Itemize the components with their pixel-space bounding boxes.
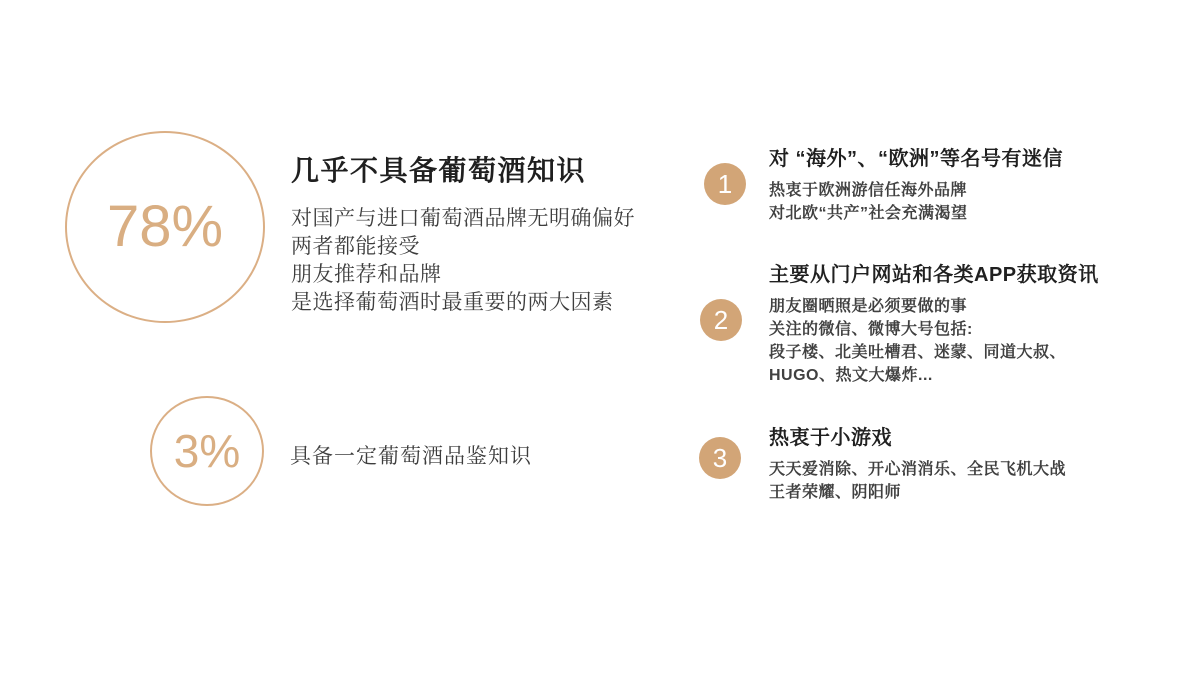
item-1-description	[769, 179, 1169, 225]
stat-78-line: 朋友推荐和品牌	[291, 263, 442, 286]
stat-3-label: 具备一定葡萄酒品鉴知识	[290, 445, 532, 468]
item-1-number: 1	[717, 168, 733, 199]
item-3-line: 王者荣耀、阴阳师	[769, 484, 902, 501]
item-1-number-badge	[704, 163, 746, 205]
item-3-line: 天天爱消除、开心消消乐、全民飞机大战	[769, 461, 1067, 478]
stat-78-title: 几乎不具备葡萄酒知识	[291, 155, 587, 186]
stat-78-line: 是选择葡萄酒时最重要的两大因素	[291, 291, 614, 314]
item-2-description	[769, 295, 1169, 387]
item-1-title: 对 “海外”、“欧洲”等名号有迷信	[769, 148, 1064, 170]
stat-value-78: 78%	[106, 194, 224, 259]
item-3-number-badge	[699, 437, 741, 479]
item-2-line: 关注的微信、微博大号包括:	[769, 321, 973, 338]
item-3-description	[769, 458, 1169, 504]
stat-78-description	[291, 205, 691, 317]
item-1-line: 热衷于欧洲游信任海外品牌	[769, 182, 968, 199]
item-1-line: 对北欧“共产”社会充满渴望	[769, 205, 968, 222]
item-2-line: 朋友圈晒照是必须要做的事	[769, 298, 968, 315]
item-2-title: 主要从门户网站和各类APP获取资讯	[769, 264, 1099, 286]
item-3-text-block	[769, 425, 1169, 504]
item-2-number-badge	[700, 299, 742, 341]
stat-circle-78	[65, 131, 265, 323]
item-2-line: 段子楼、北美吐槽君、迷蒙、同道大叔、	[769, 344, 1067, 361]
item-2-line: HUGO、热文大爆炸...	[769, 367, 933, 384]
stat-value-3: 3%	[173, 425, 241, 477]
item-2-text-block	[769, 262, 1169, 387]
stat-circle-3	[150, 396, 264, 506]
item-3-number: 3	[712, 442, 728, 473]
stat-78-text-block	[291, 155, 691, 317]
stat-78-line: 两者都能接受	[291, 235, 420, 258]
item-3-title: 热衷于小游戏	[769, 427, 892, 449]
item-2-number: 2	[713, 304, 729, 335]
stat-78-line: 对国产与进口葡萄酒品牌无明确偏好	[291, 207, 635, 230]
item-1-text-block	[769, 146, 1169, 225]
